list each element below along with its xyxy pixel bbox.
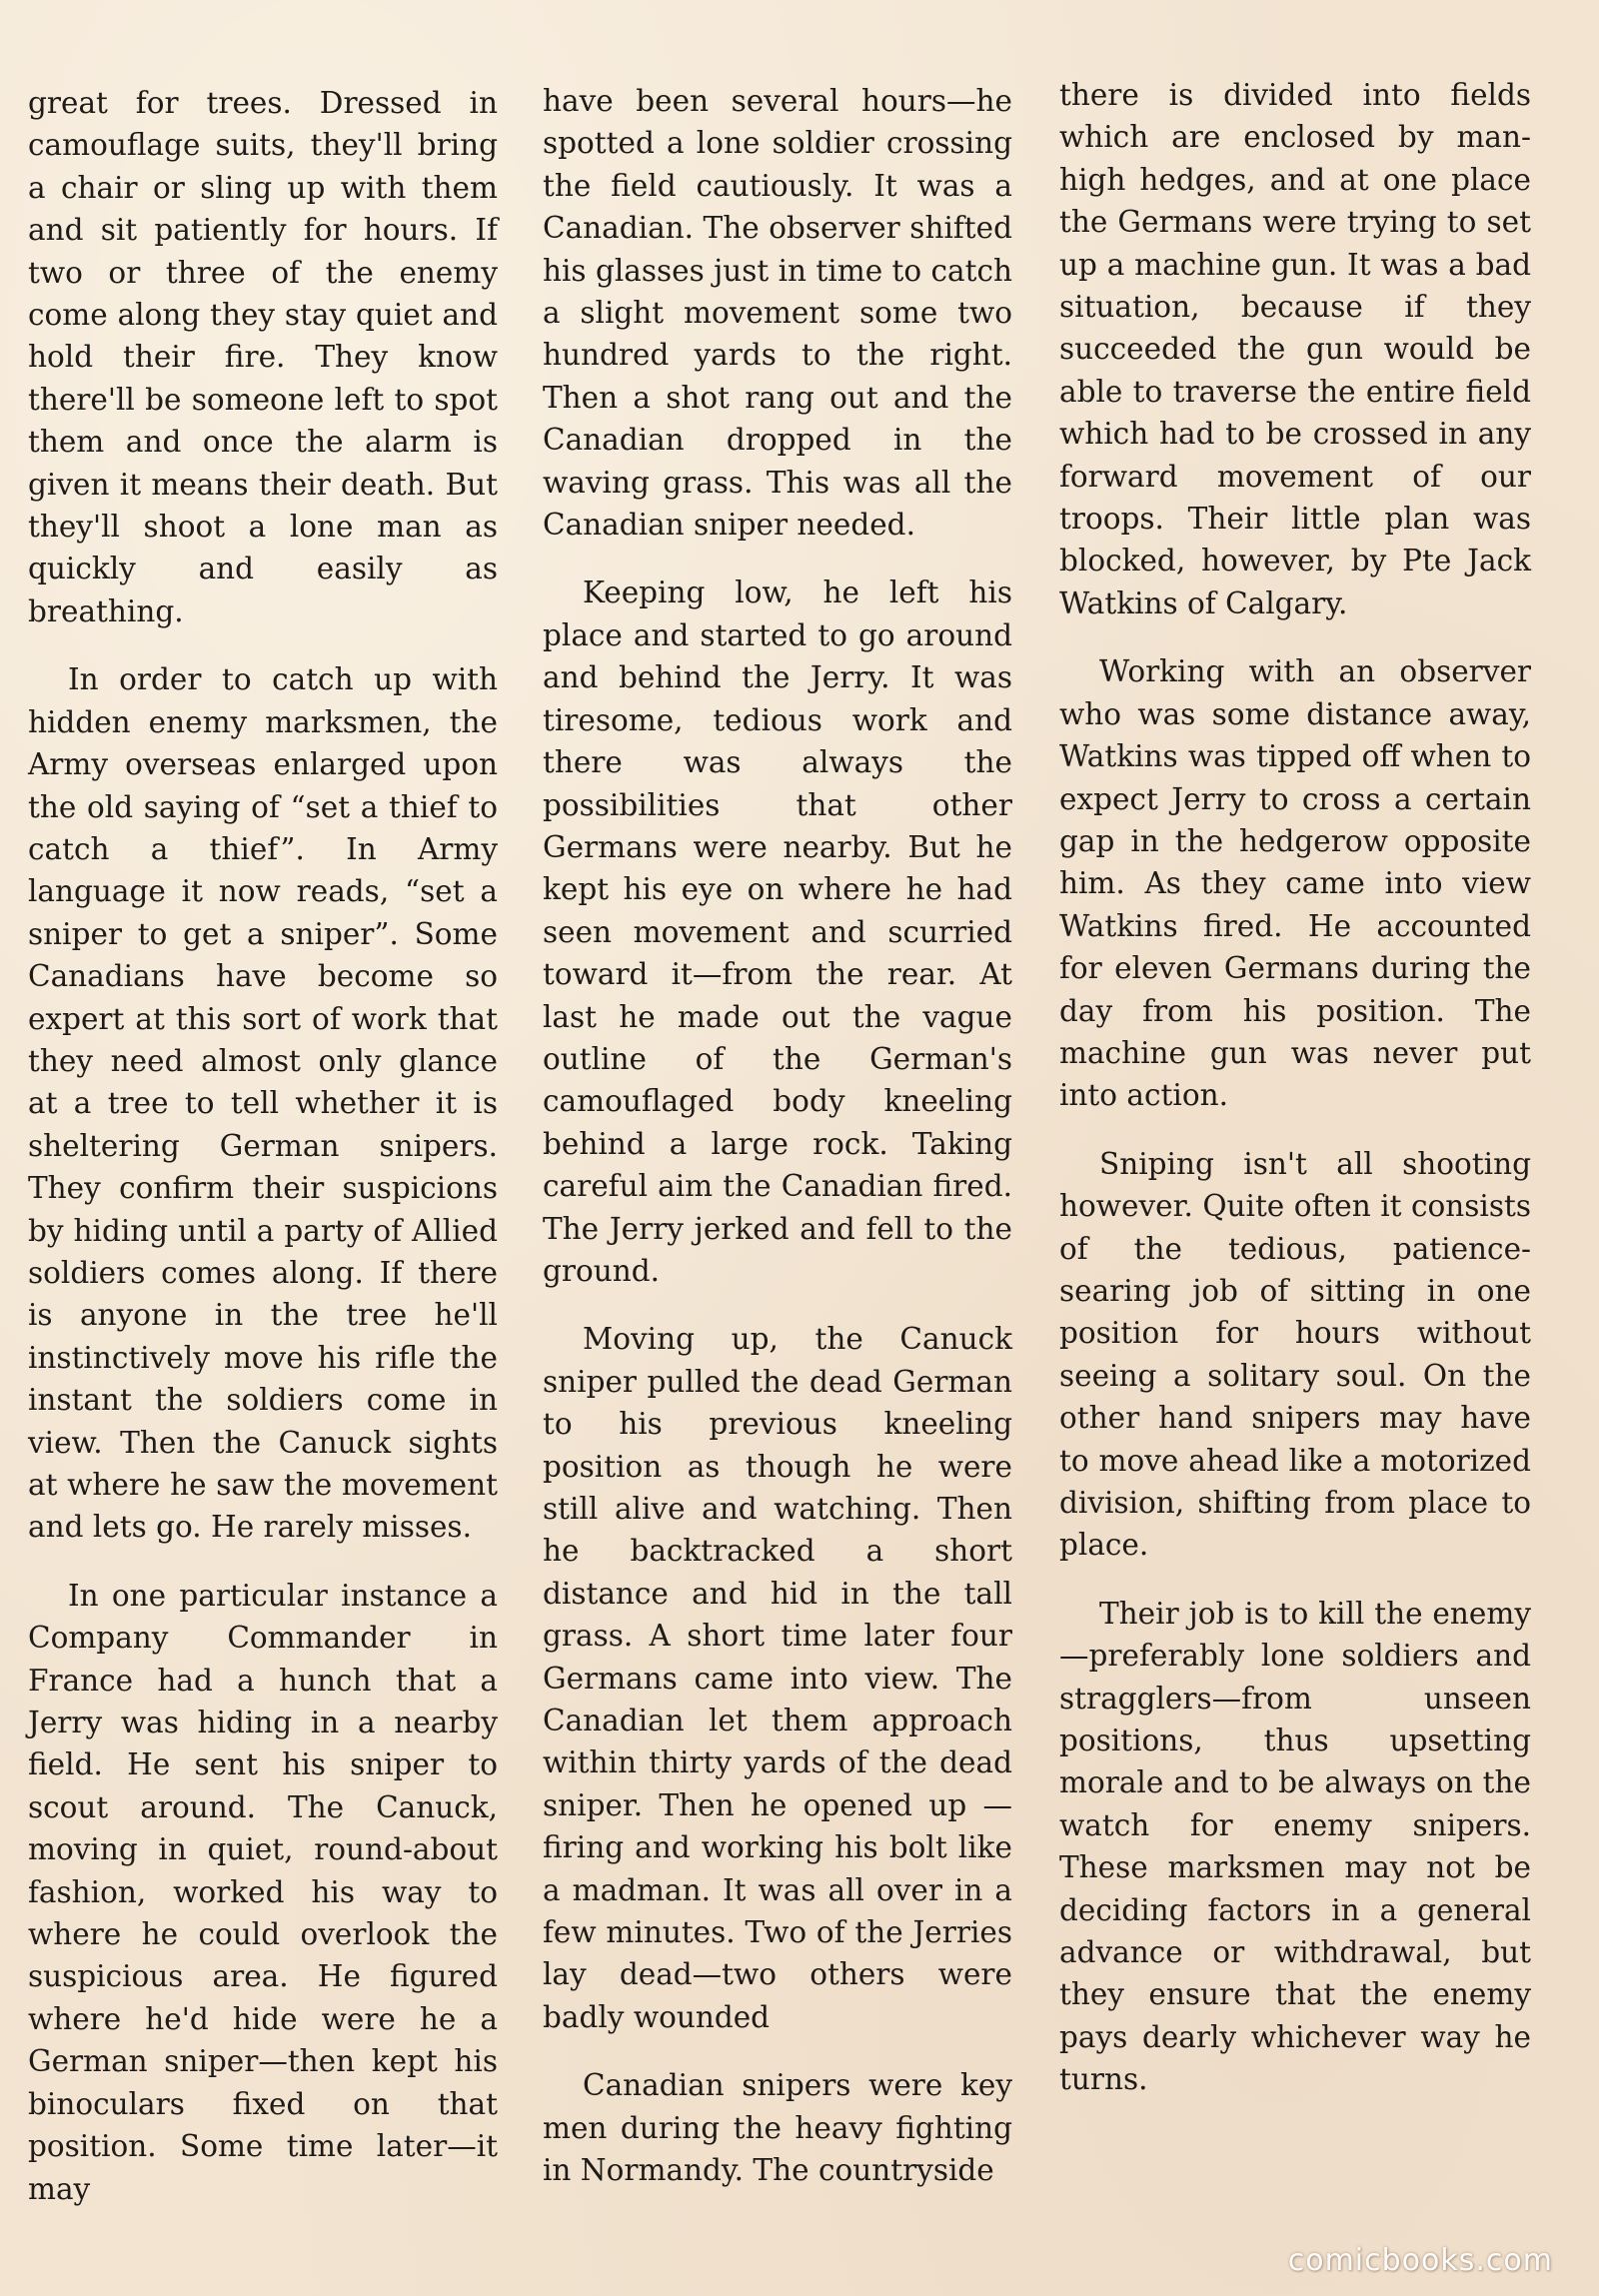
text-column-1: [28, 82, 498, 2236]
paragraph: have been several hours—he spotted a lone soldier crossing the field cautiously. It was a Canadian. The observer shifted his glasses just in time to catch a slight movement some two hundred yards to the right. Then a shot rang out and the Canadian dropped in the waving grass. This was all the Canadian sniper needed.: [543, 84, 1013, 543]
paragraph: Their job is to kill the enemy—preferably lone soldiers and stragglers—from unseen positions, thus upsetting morale and to be always on the watch for enemy snipers. These marksmen may not be deciding factors in a general advance or withdrawal, but they ensure that the enemy pays dearly whichever way he turns.: [1059, 1596, 1531, 2097]
watermark: comicbooks.com: [1287, 2243, 1553, 2278]
paragraph: Moving up, the Canuck sniper pulled the dead German to his previous kneeling position as though he were still alive and watching. Then he backtracked a short distance and hid in the tall grass. A short time later four Germans came into view. The Canadian let them approach within thirty yards of the dead sniper. Then he opened up — firing and working his bolt like a madman. It was all over in a few minutes. Two of the Jerries lay dead—two others were badly wounded: [543, 1322, 1012, 2034]
paragraph: Sniping isn't all shooting however. Quite often it consists of the tedious, patience-searing job of sitting in one position for hours without seeing a solitary soul. On the other hand snipers may have to move ahead like a motorized division, shifting from place to place.: [1059, 1146, 1531, 1563]
paragraph: there is divided into fields which are enclosed by man-high hedges, and at one place the Germans were trying to set up a machine gun. It was a bad situation, because if they succeeded the gun would be able to traverse the entire field which had to be crossed in any forward movement of our troops. Their little plan was blocked, however, by Pte Jack Watkins of Calgary.: [1059, 78, 1531, 620]
paragraph: In one particular instance a Company Commander in France had a hunch that a Jerry was hiding in a nearby field. He sent his sniper to scout around. The Canuck, moving in quiet, round-about fashion, worked his way to where he could overlook the suspicious area. He figured where he'd hide were he a German sniper—then kept his binoculars fixed on that position. Some time later—it may: [28, 1578, 498, 2206]
paragraph: Working with an observer who was some distance away, Watkins was tipped off when to expect Jerry to cross a certain gap in the hedgerow opposite him. As they came into view Watkins fired. He accounted for eleven Germans during the day from his position. The machine gun was never put into action.: [1059, 654, 1531, 1113]
paragraph: Canadian snipers were key men during the heavy fighting in Normandy. The countryside: [543, 2068, 1012, 2188]
text-column-3: [1059, 74, 1531, 2127]
paragraph: Keeping low, he left his place and started to go around and behind the Jerry. It was tiresome, tedious work and there was always the possibilities that other Germans were nearby. But he kept his eye on where he had seen movement and scurried toward it—from the rear. At last he made out the vague outline of the German's camouflaged body kneeling behind a large rock. Taking careful aim the Canadian fired. The Jerry jerked and fell to the ground.: [543, 575, 1012, 1288]
paragraph: In order to catch up with hidden enemy marksmen, the Army overseas enlarged upon the old saying of “set a thief to catch a thief”. In Army language it now reads, “set a sniper to get a sniper”. Some Canadians have become so expert at this sort of work that they need almost only glance at a tree to tell whether it is sheltering German snipers. They confirm their suspicions by hiding until a party of Allied soldiers comes along. If there is anyone in the tree he'll instinctively move his rifle the instant the soldiers come in view. Then the Canuck sights at where he saw the movement and lets go. He rarely misses.: [28, 662, 498, 1545]
paragraph: great for trees. Dressed in camouflage suits, they'll bring a chair or sling up with them and sit patiently for hours. If two or three of the enemy come along they stay quiet and hold their fire. They know there'll be someone left to spot them and once the alarm is given it means their death. But they'll shoot a lone man as quickly and easily as breathing.: [28, 86, 498, 628]
text-column-2: [543, 80, 1012, 2218]
